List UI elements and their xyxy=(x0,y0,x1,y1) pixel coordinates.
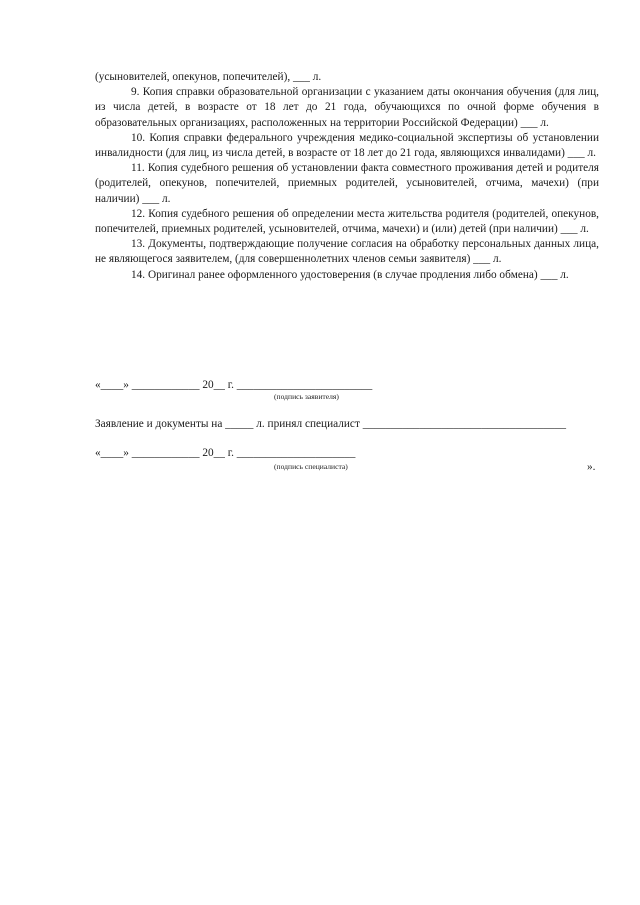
list-item: 11. Копия судебного решения об установлении факта совместного проживания детей и родителя (родителей, опекунов, попечителей, приемных родителей, усыновителей, отчима, мачехи) (при наличии) ___ л. xyxy=(95,162,599,205)
list-item: (усыновителей, опекунов, попечителей), ___ л. xyxy=(95,71,322,83)
applicant-signature-line: «____» ____________ 20__ г. ________________________ xyxy=(95,379,373,391)
applicant-signature-caption: (подпись заявителя) xyxy=(274,392,339,401)
closing-quote: ». xyxy=(587,461,596,473)
list-item: 13. Документы, подтверждающие получение согласия на обработку персональных данных лица, не являющегося заявителем, (для совершеннолетних членов семьи заявителя) ___ л. xyxy=(95,238,599,266)
list-item: 12. Копия судебного решения об определении места жительства родителя (родителей, опекунов, попечителей, приемных родителей, усыновителей, отчима, мачехи) и (или) детей (при наличии) ___ л. xyxy=(95,207,599,236)
acceptance-line: Заявление и документы на _____ л. принял специалист ____________________________________ xyxy=(95,418,567,430)
list-item: 9. Копия справки образовательной организации с указанием даты окончания обучения (для лиц, из числа детей, в возрасте от 18 лет до 21 года, обучающихся по очной форме обучения в образовательных организациях, расположенных на территории Российской Федерации) ___ л. xyxy=(95,86,599,129)
document-body xyxy=(95,70,599,283)
specialist-signature-line: «____» ____________ 20__ г. _____________________ xyxy=(95,447,356,459)
specialist-signature-caption: (подпись специалиста) xyxy=(274,462,348,471)
list-item: 14. Оригинал ранее оформленного удостоверения (в случае продления либо обмена) ___ л. xyxy=(131,268,569,281)
list-item: 10. Копия справки федерального учреждения медико-социальной экспертизы об установлении инвалидности (для лиц, из числа детей, в возрасте от 18 лет до 21 года, являющихся инвалидами) ___ л. xyxy=(95,131,599,160)
